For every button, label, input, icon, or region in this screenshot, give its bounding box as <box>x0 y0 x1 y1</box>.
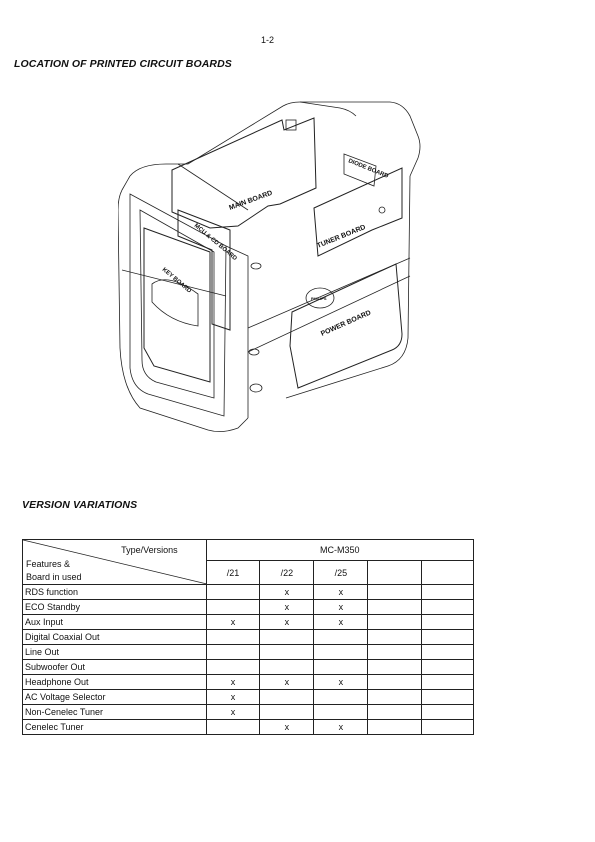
table-row <box>23 675 474 690</box>
version-cell: x <box>314 675 368 690</box>
version-cell: x <box>206 705 260 720</box>
version-cell: x <box>314 720 368 735</box>
table-row <box>23 615 474 630</box>
version-cell <box>206 630 260 645</box>
version-cell: x <box>206 690 260 705</box>
label-brand: PHILIPS <box>311 296 327 301</box>
version-cell <box>368 615 422 630</box>
version-cell <box>422 675 474 690</box>
table-row <box>23 705 474 720</box>
table-row <box>23 630 474 645</box>
version-cell <box>206 720 260 735</box>
version-cell <box>314 660 368 675</box>
feature-name: Line Out <box>23 645 207 660</box>
feature-name: AC Voltage Selector <box>23 690 207 705</box>
version-cell: x <box>206 615 260 630</box>
version-cell <box>422 690 474 705</box>
version-cell <box>368 705 422 720</box>
version-cell: x <box>260 720 314 735</box>
table-row <box>23 645 474 660</box>
feature-name: RDS function <box>23 585 207 600</box>
version-header: /25 <box>314 561 368 585</box>
feature-name: Cenelec Tuner <box>23 720 207 735</box>
version-cell: x <box>260 585 314 600</box>
version-cell <box>206 585 260 600</box>
version-cell <box>422 585 474 600</box>
version-cell: x <box>260 675 314 690</box>
version-cell: x <box>260 600 314 615</box>
version-cell <box>422 600 474 615</box>
version-cell <box>314 705 368 720</box>
table-row <box>23 600 474 615</box>
feature-name: Aux Input <box>23 615 207 630</box>
model-header: MC-M350 <box>206 540 473 561</box>
version-cell <box>368 690 422 705</box>
cabinet-drawing <box>118 98 428 436</box>
version-cell <box>368 585 422 600</box>
header-features-line1: Features & <box>26 559 71 569</box>
version-header <box>368 561 422 585</box>
version-cell <box>314 690 368 705</box>
version-cell <box>368 660 422 675</box>
version-cell <box>260 630 314 645</box>
version-cell <box>314 645 368 660</box>
version-header: /21 <box>206 561 260 585</box>
header-features-line2: Board in used <box>26 572 82 582</box>
version-cell <box>368 600 422 615</box>
version-cell <box>260 660 314 675</box>
feature-name: ECO Standby <box>23 600 207 615</box>
feature-name: Subwoofer Out <box>23 660 207 675</box>
version-cell <box>422 630 474 645</box>
version-cell <box>260 645 314 660</box>
version-cell <box>206 645 260 660</box>
version-cell: x <box>260 615 314 630</box>
version-cell <box>422 615 474 630</box>
version-cell <box>368 720 422 735</box>
label-main-board: MAIN BOARD <box>228 189 274 212</box>
label-tuner-board: TUNER BOARD <box>316 223 367 250</box>
table-row <box>23 660 474 675</box>
pcb-location-diagram <box>118 98 428 436</box>
table-row <box>23 690 474 705</box>
version-cell: x <box>314 615 368 630</box>
version-cell: x <box>314 600 368 615</box>
version-cell <box>422 705 474 720</box>
version-cell <box>422 645 474 660</box>
version-cell <box>368 630 422 645</box>
table-row <box>23 720 474 735</box>
page-number: 1-2 <box>260 35 274 45</box>
feature-name: Non-Cenelec Tuner <box>23 705 207 720</box>
version-cell <box>206 600 260 615</box>
version-header <box>422 561 474 585</box>
label-diode-board: DIODE BOARD <box>347 158 390 180</box>
version-cell <box>260 705 314 720</box>
version-cell <box>368 645 422 660</box>
version-cell: x <box>314 585 368 600</box>
section-title-version-variations: VERSION VARIATIONS <box>22 499 138 511</box>
label-key-board: KEY BOARD <box>160 266 193 295</box>
table-row <box>23 585 474 600</box>
label-power-board: POWER BOARD <box>319 309 373 338</box>
version-cell: x <box>206 675 260 690</box>
version-variations-table <box>22 539 474 735</box>
section-title-pcb-location: LOCATION OF PRINTED CIRCUIT BOARDS <box>14 58 232 70</box>
version-cell <box>422 660 474 675</box>
header-features <box>26 558 82 584</box>
version-cell <box>368 675 422 690</box>
feature-rows <box>23 585 474 735</box>
version-cell <box>206 660 260 675</box>
version-header: /22 <box>260 561 314 585</box>
label-mcu-cd-board: MCU & CD BOARD <box>192 222 238 263</box>
header-type-versions: Type/Versions <box>121 545 178 555</box>
version-cell <box>422 720 474 735</box>
version-cell <box>314 630 368 645</box>
header-diagonal-cell <box>23 540 207 585</box>
version-cell <box>260 690 314 705</box>
feature-name: Digital Coaxial Out <box>23 630 207 645</box>
feature-name: Headphone Out <box>23 675 207 690</box>
